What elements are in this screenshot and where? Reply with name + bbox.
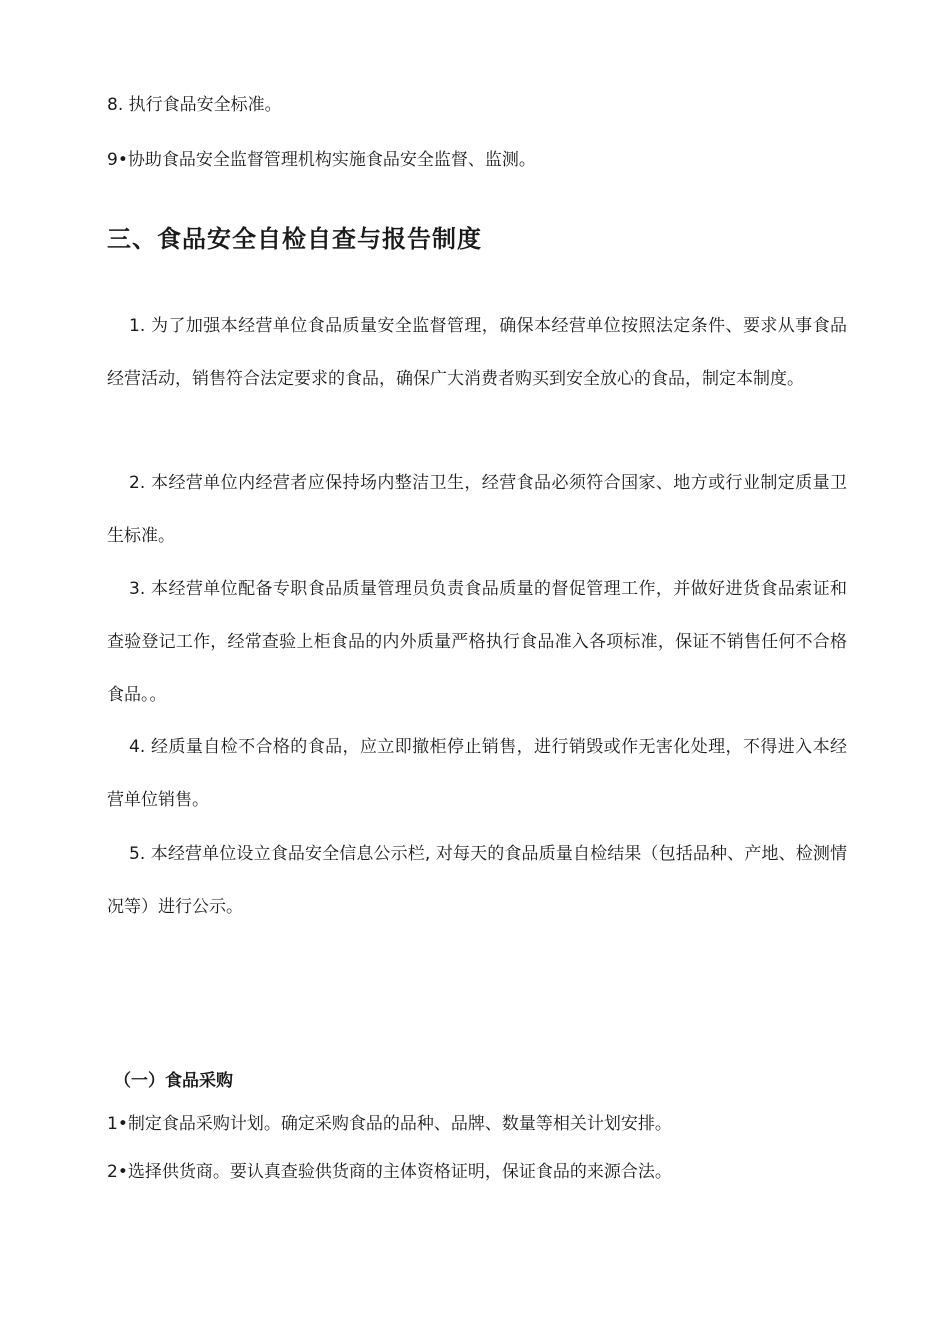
list-item: 2•选择供货商。要认真查验供货商的主体资格证明，保证食品的来源合法。 xyxy=(107,1162,672,1182)
paragraph: 2. 本经营单位内经营者应保持场内整洁卫生，经营食品必须符合国家、地方或行业制定质量卫生标准。 xyxy=(107,473,847,546)
list-item: 8. 执行食品安全标准。 xyxy=(107,95,282,115)
list-item: 9•协助食品安全监督管理机构实施食品安全监督、监测。 xyxy=(107,150,536,170)
list-item: 1•制定食品采购计划。确定采购食品的品种、品牌、数量等相关计划安排。 xyxy=(107,1114,672,1134)
paragraph: 4. 经质量自检不合格的食品，应立即撤柜停止销售，进行销毁或作无害化处理，不得进入本经营单位销售。 xyxy=(107,737,847,810)
subsection-title: （一）食品采购 xyxy=(114,1071,233,1091)
section-title: 三、食品安全自检自查与报告制度 xyxy=(107,225,482,253)
paragraph: 1. 为了加强本经营单位食品质量安全监督管理，确保本经营单位按照法定条件、要求从事食品经营活动，销售符合法定要求的食品，确保广大消费者购买到安全放心的食品，制定本制度。 xyxy=(107,316,847,389)
paragraph: 3. 本经营单位配备专职食品质量管理员负责食品质量的督促管理工作，并做好进货食品索证和查验登记工作，经常查验上柜食品的内外质量严格执行食品准入各项标准，保证不销售任何不合格食品。。 xyxy=(107,579,847,705)
paragraph: 5. 本经营单位设立食品安全信息公示栏, 对每天的食品质量自检结果（包括品种、产地、检测情况等）进行公示。 xyxy=(107,844,847,917)
